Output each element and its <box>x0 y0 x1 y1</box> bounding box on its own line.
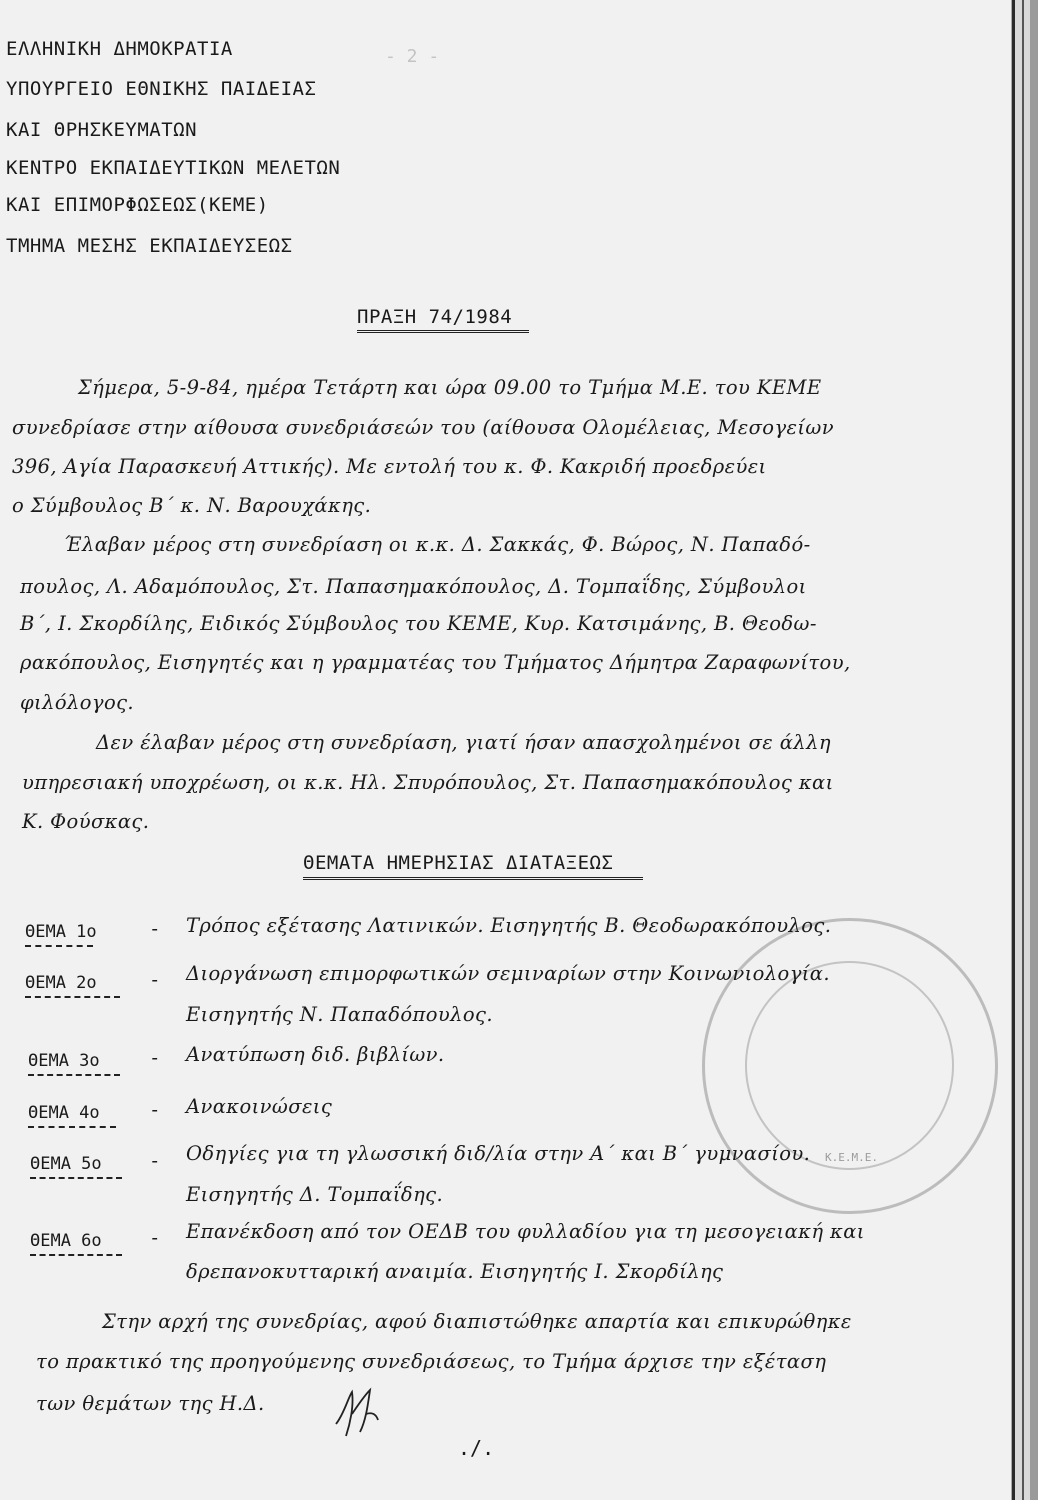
participants-line-5: φιλόλογος. <box>20 691 135 714</box>
agenda-item-3-dash: - <box>149 1047 161 1069</box>
header-line-4: ΚΕΝΤΡΟ ΕΚΠΑΙΔΕΥΤΙΚΩΝ ΜΕΛΕΤΩΝ <box>6 157 341 179</box>
agenda-item-5-text-1: Οδηγίες για τη γλωσσική διδ/λία στην Α΄ και Β΄ γυμνασίου. <box>186 1142 811 1165</box>
agenda-item-2-tag: ΘΕΜΑ 2ο <box>25 973 97 993</box>
agenda-item-6-text-1: Επανέκδοση από τον ΟΕΔΒ του φυλλαδίου για τη μεσογειακή και <box>186 1220 865 1243</box>
closing-line-3: των θεμάτων της Η.Δ. <box>36 1392 265 1415</box>
agenda-item-6-underline <box>30 1254 122 1256</box>
absent-line-3: Κ. Φούσκας. <box>22 810 150 833</box>
header-line-2: ΥΠΟΥΡΓΕΙΟ ΕΘΝΙΚΗΣ ΠΑΙΔΕΙΑΣ <box>6 78 317 100</box>
agenda-item-2-text-2: Εισηγητής Ν. Παπαδόπουλος. <box>186 1003 493 1026</box>
absent-line-2: υπηρεσιακή υποχρέωση, οι κ.κ. Ηλ. Σπυρόπουλος, Στ. Παπασημακόπουλος και <box>22 771 834 794</box>
agenda-item-6-dash: - <box>149 1227 161 1249</box>
handwritten-initials <box>326 1384 386 1444</box>
participants-line-4: ρακόπουλος, Εισηγητές και η γραμματέας του Τμήματος Δήμητρα Ζαραφωνίτου, <box>20 651 851 674</box>
continuation-mark: ./. <box>458 1436 495 1460</box>
closing-line-1: Στην αρχή της συνεδρίας, αφού διαπιστώθηκε απαρτία και επικυρώθηκε <box>102 1310 852 1333</box>
intro-line-3: 396, Αγία Παρασκευή Αττικής). Με εντολή του κ. Φ. Κακριδή προεδρεύει <box>12 455 767 478</box>
scan-margin <box>1030 0 1038 1500</box>
agenda-item-1-text: Τρόπος εξέτασης Λατινικών. Εισηγητής Β. Θεοδωρακόπουλος. <box>186 914 832 937</box>
agenda-item-2-dash: - <box>149 969 161 991</box>
agenda-item-3-underline <box>28 1074 120 1076</box>
absent-line-1: Δεν έλαβαν μέρος στη συνεδρίαση, γιατί ήσαν απασχολημένοι σε άλλη <box>96 731 831 754</box>
closing-line-2: το πρακτικό της προηγούμενης συνεδριάσεως, το Τμήμα άρχισε την εξέταση <box>36 1350 827 1373</box>
bleed-page-number: - 2 - <box>385 46 440 67</box>
agenda-item-3-tag: ΘΕΜΑ 3ο <box>28 1051 100 1071</box>
document-title: ΠΡΑΞΗ 74/1984 <box>357 306 513 328</box>
participants-line-2: πουλος, Λ. Αδαμόπουλος, Στ. Παπασημακόπουλος, Δ. Τομπαΐδης, Σύμβουλοι <box>20 575 807 598</box>
header-line-1: ΕΛΛΗΝΙΚΗ ΔΗΜΟΚΡΑΤΙΑ <box>6 38 233 60</box>
agenda-item-4-dash: - <box>149 1099 161 1121</box>
agenda-item-5-dash: - <box>149 1150 161 1172</box>
agenda-item-2-underline <box>25 996 120 998</box>
page-edge-shadow <box>1022 0 1024 1500</box>
agenda-item-2-text-1: Διοργάνωση επιμορφωτικών σεμιναρίων στην Κοινωνιολογία. <box>186 962 830 985</box>
title-underline <box>357 330 529 333</box>
participants-line-3: Β΄, Ι. Σκορδίλης, Ειδικός Σύμβουλος του ΚΕΜΕ, Κυρ. Κατσιμάνης, Β. Θεοδω- <box>20 612 817 635</box>
agenda-item-5-text-2: Εισηγητής Δ. Τομπαΐδης. <box>186 1183 444 1206</box>
agenda-item-4-tag: ΘΕΜΑ 4ο <box>28 1103 100 1123</box>
agenda-item-4-underline <box>28 1126 116 1128</box>
agenda-item-4-text: Ανακοινώσεις <box>186 1095 333 1118</box>
intro-line-1: Σήμερα, 5-9-84, ημέρα Τετάρτη και ώρα 09.00 το Τμήμα Μ.Ε. του ΚΕΜΕ <box>78 376 822 399</box>
agenda-item-3-text: Ανατύπωση διδ. βιβλίων. <box>186 1043 445 1066</box>
stamp-inner-ring <box>745 961 954 1170</box>
agenda-item-5-tag: ΘΕΜΑ 5ο <box>30 1154 102 1174</box>
agenda-item-6-text-2: δρεπανοκυτταρική αναιμία. Εισηγητής Ι. Σκορδίλης <box>186 1260 724 1283</box>
agenda-item-1-dash: - <box>149 918 161 940</box>
header-line-5: ΚΑΙ ΕΠΙΜΟΡΦΩΣΕΩΣ(ΚΕΜΕ) <box>6 194 269 216</box>
header-line-3: ΚΑΙ ΘΡΗΣΚΕΥΜΑΤΩΝ <box>6 119 198 141</box>
intro-line-4: ο Σύμβουλος Β΄ κ. Ν. Βαρουχάκης. <box>12 494 372 517</box>
agenda-item-1-tag: ΘΕΜΑ 1ο <box>25 922 97 942</box>
agenda-item-1-underline <box>25 945 93 947</box>
stamp-text: Κ.Ε.Μ.Ε. <box>825 1151 878 1164</box>
agenda-item-5-underline <box>30 1177 122 1179</box>
page-edge <box>1012 0 1015 1500</box>
agenda-item-6-tag: ΘΕΜΑ 6ο <box>30 1231 102 1251</box>
agenda-title-underline <box>303 877 643 880</box>
agenda-title: ΘΕΜΑΤΑ ΗΜΕΡΗΣΙΑΣ ΔΙΑΤΑΞΕΩΣ <box>303 852 614 874</box>
header-line-6: ΤΜΗΜΑ ΜΕΣΗΣ ΕΚΠΑΙΔΕΥΣΕΩΣ <box>6 235 293 257</box>
intro-line-2: συνεδρίασε στην αίθουσα συνεδριάσεών του (αίθουσα Ολομέλειας, Μεσογείων <box>12 416 834 439</box>
participants-line-1: Έλαβαν μέρος στη συνεδρίαση οι κ.κ. Δ. Σακκάς, Φ. Βώρος, Ν. Παπαδό- <box>64 533 811 556</box>
